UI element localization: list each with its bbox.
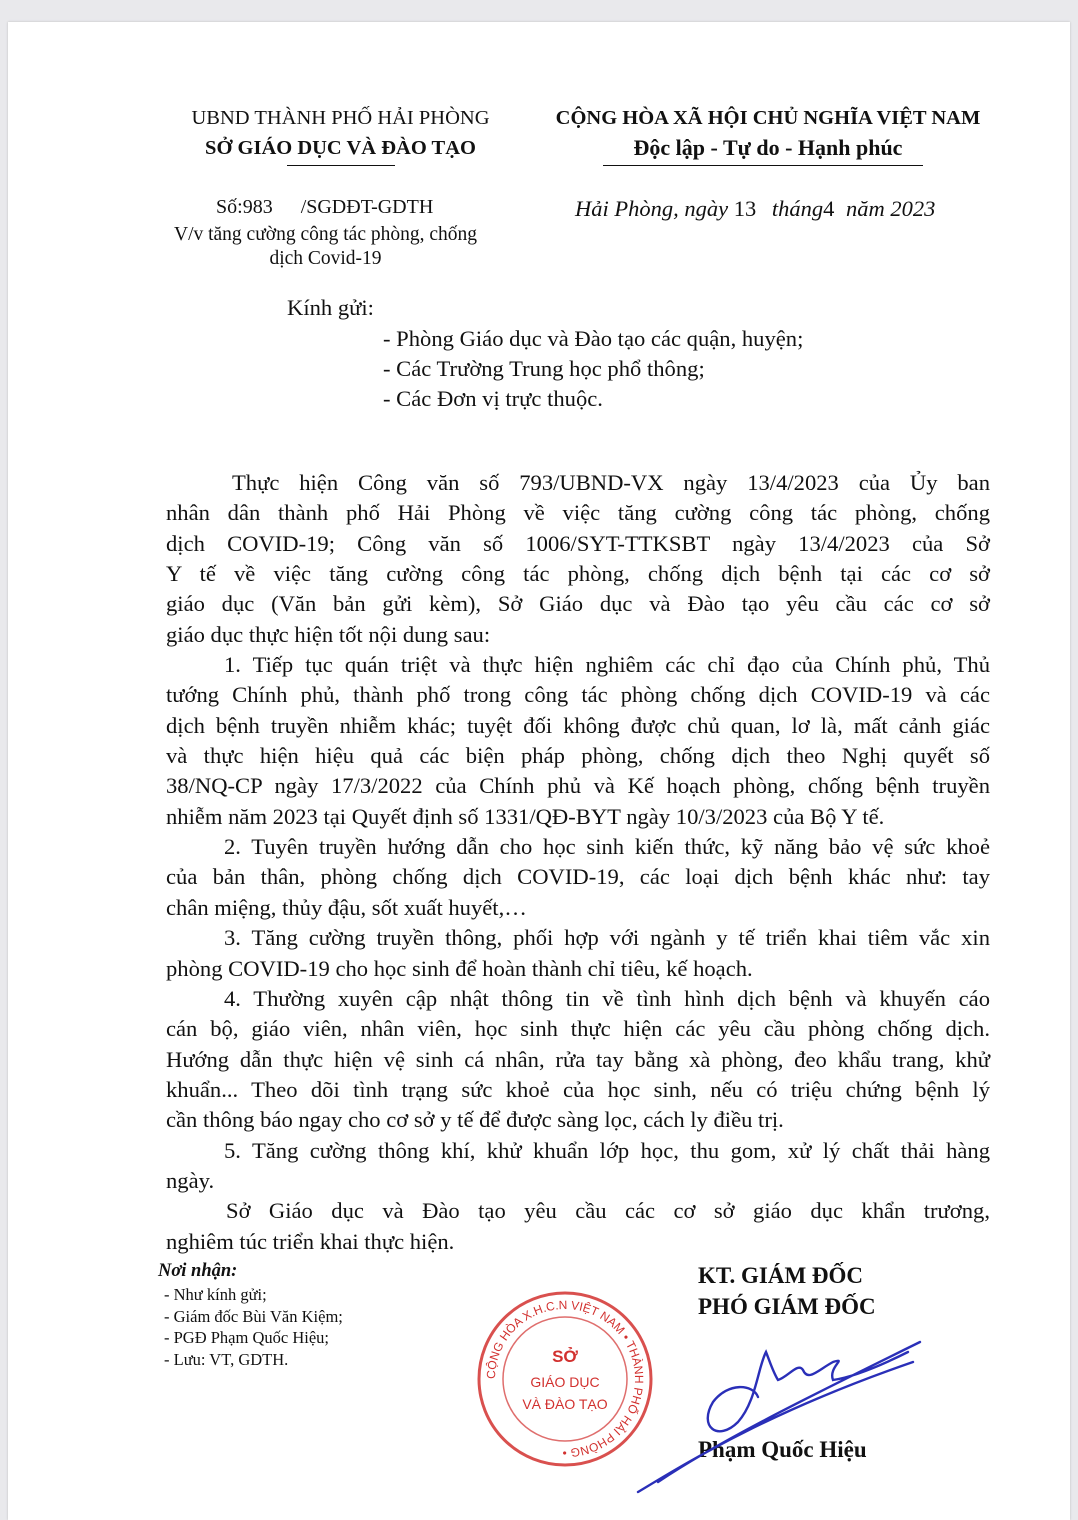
doc-number-suffix: /SGDĐT-GDTH <box>300 196 434 218</box>
paragraph-5-line: 4. Thường xuyên cập nhật thông tin về tình hình dịch bệnh và khuyến cáo <box>224 985 990 1011</box>
paragraph-7-line: nghiêm túc triển khai thực hiện. <box>166 1228 455 1254</box>
receiver-item: - PGĐ Phạm Quốc Hiệu; <box>164 1328 329 1347</box>
paragraph-2-line: 38/NQ-CP ngày 17/3/2022 của Chính phủ và Kế hoạch phòng, chống bệnh truyền <box>166 773 990 799</box>
doc-number-value: 983 <box>242 196 273 218</box>
paragraph-2-line: và thực hiện hiệu quả các biện pháp phòng, chống dịch theo Nghị quyết số <box>166 743 990 769</box>
paragraph-4-line: phòng COVID-19 cho học sinh để hoàn thành chỉ tiêu, kế hoạch. <box>166 955 753 981</box>
paragraph-2-line: dịch bệnh truyền nhiễm khác; tuyệt đối không được chủ quan, lơ là, mất cảnh giác <box>166 712 990 738</box>
motto: Độc lập - Tự do - Hạnh phúc <box>633 135 903 160</box>
signer-title-2: PHÓ GIÁM ĐỐC <box>698 1294 876 1319</box>
stamp-line-3: VÀ ĐÀO TẠO <box>522 1396 608 1412</box>
receivers-label: Nơi nhận: <box>158 1261 238 1281</box>
recipients-label: Kính gửi: <box>287 295 374 320</box>
paragraph-2-line: nhiễm năm 2023 tại Quyết định số 1331/QĐ-BYT ngày 10/3/2023 của Bộ Y tế. <box>166 803 885 829</box>
receiver-item: - Lưu: VT, GDTH. <box>164 1349 289 1369</box>
paragraph-5-line: Hướng dẫn thực hiện vệ sinh cá nhân, rửa tay bằng xà phòng, đeo khẩu trang, khử <box>166 1046 990 1072</box>
paragraph-3-line: chân miệng, thủy đậu, sốt xuất huyết,… <box>166 894 527 920</box>
issue-date <box>575 195 935 222</box>
doc-number-prefix: Số: <box>216 196 243 218</box>
paragraph-3-line: 2. Tuyên truyền hướng dẫn cho học sinh kiến thức, kỹ năng bảo vệ sức khoẻ <box>224 834 990 860</box>
subject-line-1: V/v tăng cường công tác phòng, chống <box>173 224 478 245</box>
paragraph-2-line: 1. Tiếp tục quán triệt và thực hiện nghiêm các chỉ đạo của Chính phủ, Thủ <box>224 652 990 678</box>
doc-number <box>216 196 433 219</box>
signer-name: Phạm Quốc Hiệu <box>698 1437 867 1462</box>
recipient-item: - Các Đơn vị trực thuộc. <box>383 386 603 411</box>
paragraph-5-line: khuẩn... Theo dõi tình trạng sức khoẻ của học sinh, nếu có triệu chứng bệnh lý <box>166 1076 990 1102</box>
paragraph-3-line: của bản thân, phòng chống dịch COVID-19, các loại dịch bệnh khác như: tay <box>166 864 990 890</box>
receivers-list <box>164 1284 343 1370</box>
receiver-item: - Như kính gửi; <box>164 1285 267 1304</box>
date-year: năm 2023 <box>846 196 936 221</box>
org-parent: UBND THÀNH PHỐ HẢI PHÒNG <box>191 107 490 129</box>
date-month: 4 <box>823 196 835 221</box>
paragraph-7-line: Sở Giáo dục và Đào tạo yêu cầu các cơ sở giáo dục khẩn trương, <box>226 1198 990 1224</box>
subject-line-2: dịch Covid-19 <box>269 248 382 269</box>
paragraph-6-line: 5. Tăng cường thông khí, khử khuẩn lớp học, thu gom, xử lý chất thải hàng <box>224 1137 990 1163</box>
paragraph-1-line: giáo dục (Văn bản gửi kèm), Sở Giáo dục và Đào tạo yêu cầu các cơ sở <box>166 591 990 617</box>
paragraph-2-line: tướng Chính phủ, thành phố trong công tác phòng chống dịch COVID-19 và các <box>166 682 990 708</box>
org-underline <box>287 165 395 166</box>
date-place: Hải Phòng, ngày <box>575 196 729 221</box>
date-month-label: tháng <box>771 196 824 221</box>
paragraph-4-line: 3. Tăng cường truyền thông, phối hợp với ngành y tế triển khai tiêm vắc xin <box>224 925 990 951</box>
document-page <box>8 22 1070 1520</box>
receiver-item: - Giám đốc Bùi Văn Kiệm; <box>164 1306 343 1326</box>
paragraph-1-line: dịch COVID-19; Công văn số 1006/SYT-TTKSBT ngày 13/4/2023 của Sở <box>166 530 990 556</box>
signer-title-1: KT. GIÁM ĐỐC <box>698 1263 864 1288</box>
stamp-line-2: GIÁO DỤC <box>530 1374 600 1390</box>
nation-title: CỘNG HÒA XÃ HỘI CHỦ NGHĨA VIỆT NAM <box>555 107 981 129</box>
recipient-item: - Các Trường Trung học phổ thông; <box>383 356 705 381</box>
paragraph-6-line: ngày. <box>166 1167 215 1193</box>
recipient-item: - Phòng Giáo dục và Đào tạo các quận, huyện; <box>383 326 804 351</box>
handwritten-signature <box>628 1322 928 1502</box>
document-body <box>166 468 990 1257</box>
paragraph-1-line: giáo dục thực hiện tốt nội dung sau: <box>166 621 491 647</box>
paragraph-1-line: Y tế về việc tăng cường công tác phòng, chống dịch bệnh tại các cơ sở <box>166 561 990 587</box>
paragraph-5-line: cán bộ, giáo viên, nhân viên, học sinh thực hiện các yêu cầu phòng chống dịch. <box>166 1016 990 1042</box>
paragraph-1-line: nhân dân thành phố Hải Phòng về việc tăng cường công tác phòng, chống <box>166 500 990 526</box>
motto-underline <box>603 165 923 166</box>
org-name: SỞ GIÁO DỤC VÀ ĐÀO TẠO <box>205 137 476 159</box>
paragraph-5-line: cần thông báo ngay cho cơ sở y tế để được sàng lọc, cách ly điều trị. <box>166 1107 784 1133</box>
stamp-line-1: SỞ <box>552 1347 578 1366</box>
date-day: 13 <box>733 196 757 221</box>
paragraph-1-line: Thực hiện Công văn số 793/UBND-VX ngày 13/4/2023 của Ủy ban <box>232 470 990 495</box>
stamp-ring-text: CỘNG HÒA X.H.C.N VIỆT NAM • THÀNH PHỐ HẢI PHÒNG • <box>483 1297 647 1461</box>
